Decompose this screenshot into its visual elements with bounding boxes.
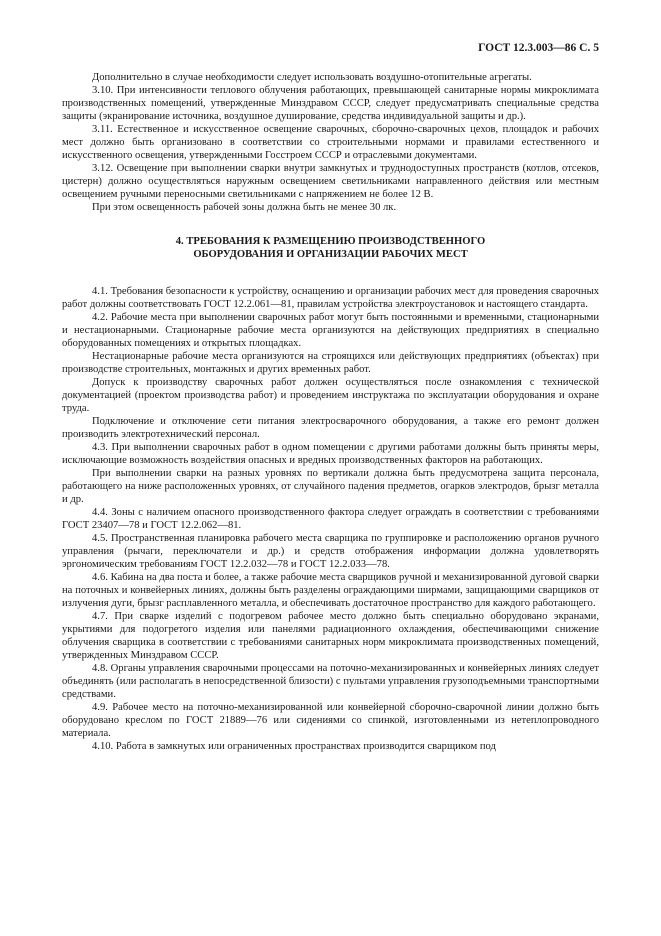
paragraph-3-11: 3.11. Естественное и искусственное освещение сварочных, сборочно-сварочных цехов, площадок и рабочих мест должно быть организовано в соответствии со строительными нормами и правилами естественного и искусственного освещения, утвержденными Госстроем СССР и отраслевыми документами. [62,124,599,161]
paragraph-4-9: 4.9. Рабочее место на поточно-механизированной или конвейерной сборочно-сварочной линии должно быть оборудовано креслом по ГОСТ 21889—76 или сидениями со спинкой, изготовленными из нетеплопроводного материала. [62,702,599,739]
section-4-title [62,235,599,261]
paragraph: Нестационарные рабочие места организуются на строящихся или действующих предприятиях (объектах) при производстве строительных, монтажных и других временных работ. [62,351,599,375]
paragraph-4-5: 4.5. Пространственная планировка рабочего места сварщика по группировке и расположению органов ручного управления (рычаги, переключатели и др.) и средств отображения информации должна удовлетворять эргономическим требованиям ГОСТ 12.2.032—78 и ГОСТ 12.2.033—78. [62,533,599,570]
paragraph-3-12: 3.12. Освещение при выполнении сварки внутри замкнутых и труднодоступных пространств (котлов, отсеков, цистерн) должно осуществляться наружным освещением светильниками направленного действия или местным освещением ручными переносными светильниками с напряжением не более 12 В. [62,163,599,200]
paragraph-4-6: 4.6. Кабина на два поста и более, а также рабочие места сварщиков ручной и механизированной дуговой сварки на поточных и конвейерных линиях, должны быть разделены ограждающими ширмами, защищающими сварщиков от излучения дуги, брызг расплавленного металла, и обеспечивать достаточное пространство для каждого работающего. [62,572,599,609]
section-3-continuation [62,71,599,214]
paragraph: При выполнении сварки на разных уровнях по вертикали должна быть предусмотрена защита персонала, работающего на ниже расположенных уровнях, от случайного падения предметов, огарков электродов, брызг металла и др. [62,468,599,505]
paragraph-4-3: 4.3. При выполнении сварочных работ в одном помещении с другими работами должны быть приняты меры, исключающие возможность воздействия опасных и вредных производственных факторов на работающих. [62,442,599,466]
paragraph-4-4: 4.4. Зоны с наличием опасного производственного фактора следует ограждать в соответствии с требованиями ГОСТ 23407—78 и ГОСТ 12.2.062—81. [62,507,599,531]
paragraph-4-8: 4.8. Органы управления сварочными процессами на поточно-механизированных и конвейерных линиях следует объединять (или располагать в непосредственной близости) с пультами управления грузоподъемными транспортными средствами. [62,663,599,700]
section-title-line: 4. ТРЕБОВАНИЯ К РАЗМЕЩЕНИЮ ПРОИЗВОДСТВЕННОГО [175,236,486,247]
paragraph-3-10: 3.10. При интенсивности теплового облучения работающих, превышающей санитарные нормы микроклимата производственных помещений, утвержденные Минздравом СССР, следует предусматривать специальные средства защиты (экранирование источника, воздушное душирование, средства индивидуальной защиты и др.). [62,85,599,122]
paragraph-4-10: 4.10. Работа в замкнутых или ограниченных пространствах производится сварщиком под [92,741,496,752]
section-4-body [62,285,599,753]
paragraph-4-2: 4.2. Рабочие места при выполнении сварочных работ могут быть постоянными и временными, стационарными и нестационарными. Стационарные рабочие места организуются на действующих предприятиях в специально оборудованных помещениях и открытых площадках. [62,312,599,349]
paragraph: Подключение и отключение сети питания электросварочного оборудования, а также его ремонт должен производить электротехнический персонал. [62,416,599,440]
paragraph-4-1: 4.1. Требования безопасности к устройству, оснащению и организации рабочих мест для проведения сварочных работ должны соответствовать ГОСТ 12.2.061—81, правилам устройства электроустановок и настоящего стандарта. [62,286,599,310]
page-header: ГОСТ 12.3.003—86 С. 5 [478,42,599,54]
paragraph: При этом освещенность рабочей зоны должна быть не менее 30 лк. [92,202,397,213]
section-title-line: ОБОРУДОВАНИЯ И ОРГАНИЗАЦИИ РАБОЧИХ МЕСТ [193,249,468,260]
paragraph: Допуск к производству сварочных работ должен осуществляться после ознакомления с технической документацией (проектом производства работ) и проведением инструктажа по эксплуатации оборудования и охране труда. [62,377,599,414]
paragraph: Дополнительно в случае необходимости следует использовать воздушно-отопительные агрегаты. [92,72,532,83]
paragraph-4-7: 4.7. При сварке изделий с подогревом рабочее место должно быть специально оборудовано экранами, укрытиями для подогретого изделия или панелями радиационного охлаждения, обеспечивающими снижение облучения сварщика в соответствии с требованиями санитарных норм микроклимата производственных помещений, утвержденных Минздравом СССР. [62,611,599,661]
document-body [62,71,599,753]
